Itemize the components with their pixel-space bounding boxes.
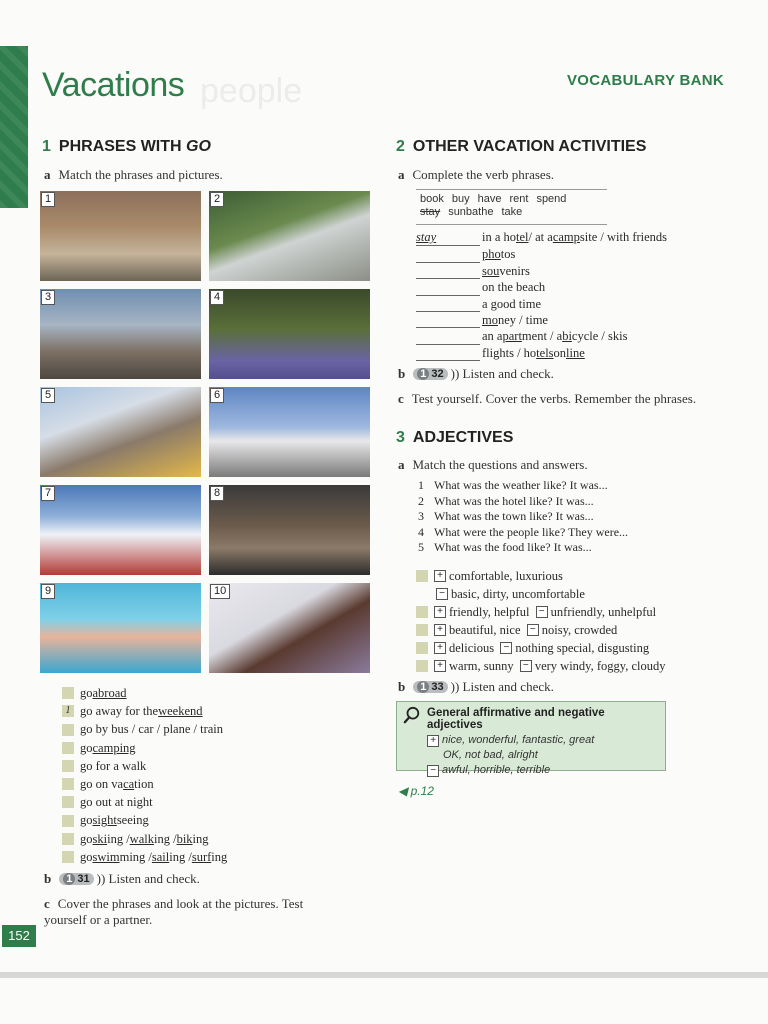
green-side-tab [0, 46, 28, 208]
photo-8 [209, 485, 370, 575]
photo-label: 1 [41, 192, 55, 207]
page-number: 152 [2, 925, 36, 947]
list-item: go abroad [62, 684, 227, 702]
section-2c-instruction: c Test yourself. Cover the verbs. Remember the phrases. [398, 391, 697, 406]
answer-box[interactable] [62, 796, 74, 808]
photo-4 [209, 289, 370, 379]
audio-icon: )) [450, 366, 460, 381]
verb-phrase-rows [416, 229, 667, 361]
photo-1 [40, 191, 201, 281]
minus-icon: − [500, 642, 512, 654]
list-item: an a part ment / a bi cycle / skis [416, 328, 667, 344]
plus-icon: + [434, 642, 446, 654]
answer-box[interactable]: 1 [62, 705, 74, 717]
list-item: 5 What was the food like? It was... [418, 540, 592, 554]
list-item: + delicious − nothing special, disgusting [416, 639, 665, 657]
photo-label: 5 [41, 388, 55, 403]
plus-icon: + [434, 606, 446, 618]
plus-icon: + [434, 660, 446, 672]
photo-label: 2 [210, 192, 224, 207]
answer-box[interactable] [62, 851, 74, 863]
page-title: Vacations [42, 66, 185, 104]
list-item: 1 What was the weather like? It was... [418, 478, 608, 492]
photo-label: 3 [41, 290, 55, 305]
answer-box[interactable] [416, 606, 428, 618]
answer-box[interactable] [62, 687, 74, 699]
tip-mid-line: OK, not bad, alright [443, 749, 538, 761]
photo-7 [40, 485, 201, 575]
photo-label: 10 [210, 584, 230, 599]
answer-blank[interactable] [416, 296, 480, 312]
adjective-answers-list [416, 567, 665, 675]
section-1-heading: 1 PHRASES WITH GO [42, 138, 211, 155]
list-item: + comfortable, luxurious [416, 567, 665, 585]
section-2-heading: 2 OTHER VACATION ACTIVITIES [396, 138, 647, 155]
list-item: a good time [416, 296, 667, 312]
section-2b-listen: b 1 32 )) Listen and check. [398, 366, 554, 381]
list-item: go for a walk [62, 757, 227, 775]
list-item: mo ney / time [416, 312, 667, 328]
page-bottom-edge [0, 972, 768, 978]
list-item: flights / ho tels on line [416, 345, 667, 361]
audio-icon: )) [450, 679, 460, 694]
list-item: 3 What was the town like? It was... [418, 509, 594, 523]
plus-icon: + [434, 570, 446, 582]
section-3-heading: 3 ADJECTIVES [396, 429, 514, 446]
answer-box[interactable] [62, 815, 74, 827]
list-item: stay in a ho tel / at a camp site / with friends [416, 229, 667, 246]
list-item: go on va ca tion [62, 775, 227, 793]
answer-blank[interactable] [416, 345, 480, 361]
minus-icon: − [427, 765, 439, 777]
list-item: pho tos [416, 246, 667, 262]
photo-10 [209, 583, 370, 673]
go-phrases-list [62, 684, 227, 866]
list-item: go ski ing / walk ing / bik ing [62, 830, 227, 848]
list-item: + warm, sunny − very windy, foggy, cloudy [416, 657, 665, 675]
list-item: on the beach [416, 279, 667, 295]
answer-box[interactable] [62, 742, 74, 754]
photo-label: 6 [210, 388, 224, 403]
list-item: go swim ming / sail ing / surf ing [62, 848, 227, 866]
photo-6 [209, 387, 370, 477]
photo-5 [40, 387, 201, 477]
answer-blank[interactable] [416, 279, 480, 295]
section-1a-instruction: a Match the phrases and pictures. [44, 167, 223, 182]
page-reference-link[interactable]: ◀ p.12 [398, 784, 434, 798]
minus-icon: − [536, 606, 548, 618]
tip-plus-line: + nice, wonderful, fantastic, great [427, 733, 657, 748]
list-item: sou venirs [416, 263, 667, 279]
vocabulary-bank-label: VOCABULARY BANK [566, 72, 724, 89]
audio-icon: )) [96, 871, 106, 886]
photo-grid [40, 191, 372, 675]
tip-title: General affirmative and negative adjectives [427, 707, 605, 731]
answer-blank[interactable] [416, 246, 480, 262]
list-item: 2 What was the hotel like? It was... [418, 493, 594, 508]
photo-3 [40, 289, 201, 379]
list-item: 1 go away for the weekend [62, 702, 227, 720]
section-1b-listen: b 1 31 )) Listen and check. [44, 871, 200, 886]
answer-blank[interactable]: stay [416, 229, 480, 246]
answer-box[interactable] [416, 660, 428, 672]
answer-blank[interactable] [416, 312, 480, 328]
photo-label: 9 [41, 584, 55, 599]
questions-list [418, 478, 628, 556]
answer-blank[interactable] [416, 263, 480, 279]
minus-icon: − [527, 624, 539, 636]
section-2a-instruction: a Complete the verb phrases. [398, 167, 555, 182]
plus-icon: + [434, 624, 446, 636]
list-item: − basic, dirty, uncomfortable [416, 585, 665, 603]
section-1c-instruction: c Cover the phrases and look at the pictures. Test yourself or a partner. [44, 896, 304, 927]
tip-minus-line: − awful, horrible, terrible [427, 763, 657, 778]
verb-word-bank: book buy have rent spend stay sunbathe take [416, 189, 607, 225]
audio-track-badge[interactable]: 1 32 [413, 368, 447, 380]
list-item: + beautiful, nice − noisy, crowded [416, 621, 665, 639]
list-item: go camping [62, 739, 227, 757]
answer-box[interactable] [62, 778, 74, 790]
audio-track-badge[interactable]: 1 31 [59, 873, 93, 885]
arrow-left-icon: ◀ [398, 784, 408, 798]
list-item: go sight seeing [62, 811, 227, 829]
minus-icon: − [520, 660, 532, 672]
answer-box[interactable] [416, 642, 428, 654]
answer-box[interactable] [62, 833, 74, 845]
magnifier-icon [403, 706, 421, 724]
list-item: go by bus / car / plane / train [62, 720, 227, 738]
answer-box[interactable] [62, 760, 74, 772]
answer-box[interactable] [62, 724, 74, 736]
photo-label: 8 [210, 486, 224, 501]
minus-icon: − [436, 588, 448, 600]
section-3a-instruction: a Match the questions and answers. [398, 457, 588, 472]
photo-2 [209, 191, 370, 281]
list-item: 4 What were the people like? They were... [418, 524, 629, 539]
answer-blank[interactable] [416, 328, 480, 344]
answer-box[interactable] [416, 624, 428, 636]
plus-icon: + [427, 735, 439, 747]
general-adjectives-tip-box [396, 701, 666, 776]
list-item: go out at night [62, 793, 227, 811]
ghost-text: people [200, 72, 303, 110]
answer-box[interactable] [416, 570, 428, 582]
list-item: + friendly, helpful − unfriendly, unhelpful [416, 603, 665, 621]
photo-label: 7 [41, 486, 55, 501]
photo-label: 4 [210, 290, 224, 305]
audio-track-badge[interactable]: 1 33 [413, 681, 447, 693]
photo-9 [40, 583, 201, 673]
section-3b-listen: b 1 33 )) Listen and check. [398, 679, 554, 694]
